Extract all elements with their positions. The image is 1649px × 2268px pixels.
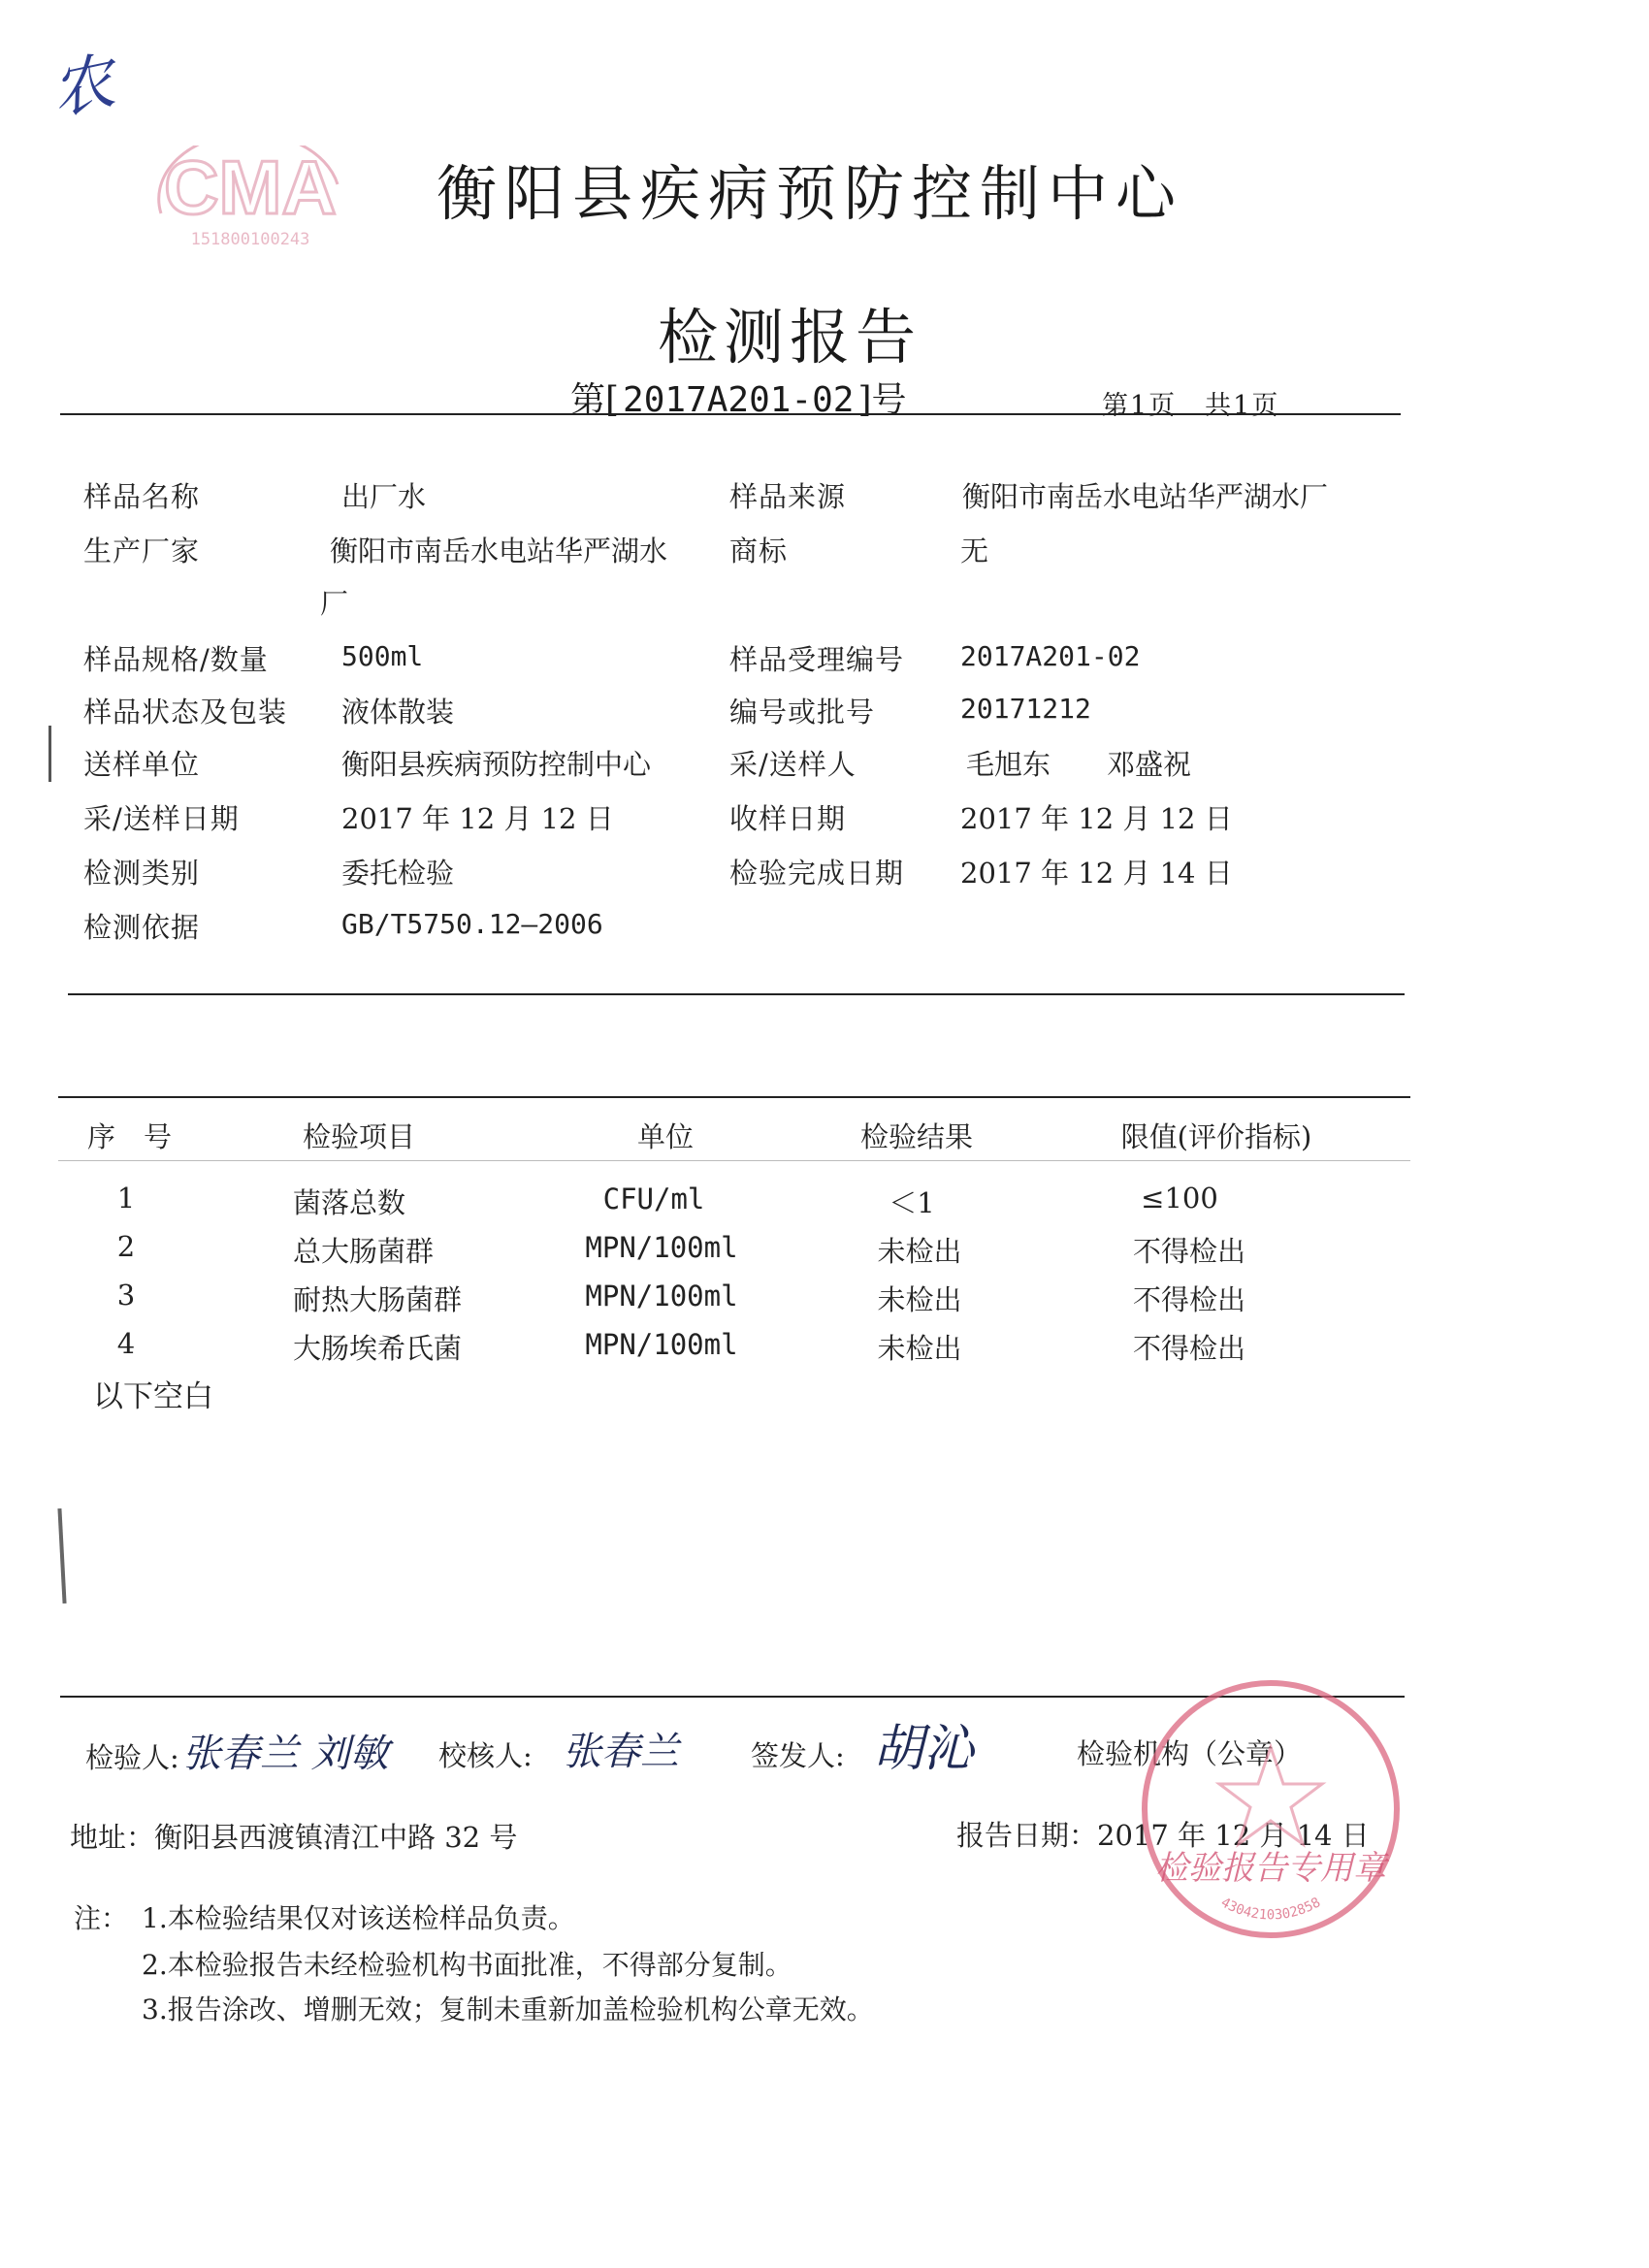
label-receipt-date: 收样日期: [729, 802, 847, 835]
header-divider: [60, 413, 1401, 415]
label-test-basis: 检测依据: [83, 911, 201, 944]
binding-mark: [48, 726, 51, 782]
value-manufacturer: 衡阳市南岳水电站华严湖水: [330, 535, 668, 567]
inspector-label: 检验人:: [85, 1741, 179, 1774]
page-info: 第1页 共1页: [1102, 391, 1280, 421]
label-trademark: 商标: [729, 535, 789, 567]
value-receipt-date: 2017 年 12 月 12 日: [960, 802, 1233, 835]
value-sample-source: 衡阳市南岳水电站华严湖水厂: [962, 480, 1329, 513]
table-cell-unit: MPN/100ml: [585, 1280, 738, 1312]
table-top-rule: [58, 1096, 1410, 1098]
table-cell-index: 2: [116, 1230, 136, 1263]
value-acceptance-no: 2017A201-02: [960, 640, 1141, 672]
inspector-signature: 张春兰 刘敏: [182, 1732, 389, 1776]
seal-number: 4304210302858: [1217, 1895, 1324, 1924]
note-item: 2.本检验报告未经检验机构书面批准，不得部分复制。: [142, 1949, 792, 1981]
report-number-prefix: 第[: [570, 380, 620, 420]
table-cell-limit: 不得检出: [1132, 1283, 1246, 1316]
label-sampler: 采/送样人: [729, 748, 857, 781]
blank-below-note: 以下空白: [93, 1379, 213, 1414]
th-result: 检验结果: [859, 1120, 974, 1153]
table-cell-item: 总大肠菌群: [293, 1235, 435, 1268]
th-unit: 单位: [636, 1120, 695, 1153]
organization-title: 衡阳县疾病预防控制中心: [436, 158, 1184, 229]
label-sample-state: 样品状态及包装: [83, 696, 288, 729]
value-batch-no: 20171212: [960, 693, 1091, 725]
cma-stamp: [144, 146, 357, 252]
label-sample-source: 样品来源: [729, 480, 847, 513]
notes-label: 注：: [74, 1902, 129, 1934]
note-item: 3.报告涂改、增删无效；复制未重新加盖检验机构公章无效。: [142, 1993, 874, 2025]
table-header-rule: [58, 1160, 1410, 1161]
seal-star-icon: [1219, 1747, 1322, 1844]
value-manufacturer-cont: 厂: [320, 587, 349, 620]
cma-stamp-number: 151800100243: [190, 230, 310, 249]
table-cell-unit: CFU/ml: [602, 1183, 705, 1215]
binding-mark: [57, 1508, 66, 1604]
issuer-signature: 胡沁: [873, 1720, 975, 1778]
document-title: 检测报告: [658, 302, 922, 373]
handwritten-mark: 农: [45, 46, 121, 129]
info-divider: [68, 993, 1405, 995]
label-spec-quantity: 样品规格/数量: [83, 643, 269, 676]
table-cell-item: 菌落总数: [293, 1186, 406, 1219]
table-cell-result: 未检出: [877, 1235, 962, 1268]
value-test-basis: GB/T5750.12—2006: [341, 908, 603, 940]
label-batch-no: 编号或批号: [729, 696, 876, 729]
value-trademark: 无: [960, 535, 989, 567]
label-manufacturer: 生产厂家: [83, 535, 201, 567]
table-cell-unit: MPN/100ml: [585, 1328, 738, 1361]
value-completion-date: 2017 年 12 月 14 日: [960, 857, 1233, 890]
report-number-suffix: ]号: [857, 380, 907, 420]
table-cell-unit: MPN/100ml: [585, 1231, 738, 1264]
label-sampling-date: 采/送样日期: [83, 802, 240, 835]
table-cell-index: 4: [116, 1327, 136, 1360]
th-index: 序 号: [87, 1120, 173, 1153]
table-cell-limit: 不得检出: [1132, 1332, 1246, 1365]
reviewer-signature: 张春兰: [563, 1730, 679, 1774]
value-test-category: 委托检验: [341, 857, 455, 890]
value-sample-state: 液体散装: [341, 696, 455, 729]
value-sampling-date: 2017 年 12 月 12 日: [341, 802, 614, 835]
table-cell-item: 大肠埃希氏菌: [293, 1332, 463, 1365]
cma-stamp-text: CMA: [164, 146, 337, 230]
report-date: 报告日期：2017 年 12 月 14 日: [956, 1819, 1370, 1852]
label-completion-date: 检验完成日期: [729, 857, 905, 890]
address: 地址：衡阳县西渡镇清江中路 32 号: [70, 1821, 518, 1854]
table-cell-index: 1: [116, 1182, 136, 1215]
table-cell-index: 3: [116, 1279, 136, 1312]
label-sample-name: 样品名称: [83, 480, 201, 513]
value-sample-name: 出厂水: [341, 480, 427, 513]
table-cell-result: 未检出: [877, 1283, 962, 1316]
table-cell-item: 耐热大肠菌群: [293, 1283, 463, 1316]
note-item: 1.本检验结果仅对该送检样品负责。: [142, 1902, 575, 1934]
value-sampler: 毛旭东 邓盛祝: [966, 748, 1192, 781]
th-limit: 限值(评价指标): [1120, 1120, 1312, 1153]
label-submitting-unit: 送样单位: [83, 748, 201, 781]
reviewer-label: 校核人:: [438, 1739, 533, 1772]
report-number-value: 2017A201-02: [623, 380, 855, 420]
value-spec-quantity: 500ml: [341, 640, 424, 672]
seal-text: 检验报告专用章: [1155, 1849, 1386, 1888]
table-cell-limit: ≤100: [1141, 1182, 1218, 1215]
table-cell-result: 未检出: [877, 1332, 962, 1365]
label-acceptance-no: 样品受理编号: [729, 643, 905, 676]
table-cell-limit: 不得检出: [1132, 1235, 1246, 1268]
th-test-item: 检验项目: [303, 1120, 416, 1153]
label-test-category: 检测类别: [83, 857, 201, 890]
official-seal: [1125, 1664, 1416, 1955]
table-cell-result: ＜1: [889, 1186, 935, 1219]
org-seal-label: 检验机构（公章）: [1077, 1737, 1303, 1770]
issuer-label: 签发人:: [751, 1739, 845, 1772]
value-submitting-unit: 衡阳县疾病预防控制中心: [341, 748, 652, 781]
